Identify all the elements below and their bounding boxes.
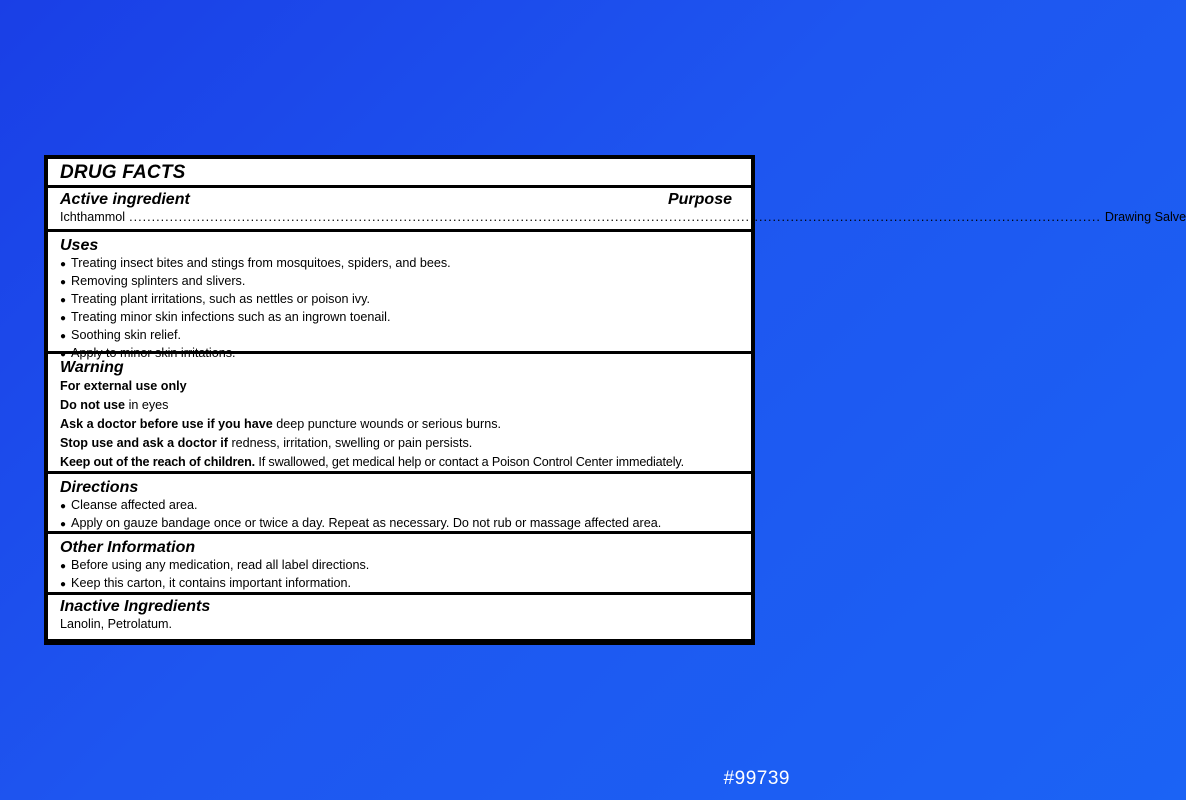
ingredient-purpose: Drawing Salve <box>1104 210 1186 224</box>
warning-text: redness, irritation, swelling or pain persists. <box>227 436 473 450</box>
warning-line <box>60 453 743 472</box>
warning-bold: Do not use <box>60 398 126 412</box>
warning-line <box>60 377 743 396</box>
warning-bold: Ask a doctor before use if you have <box>60 417 273 431</box>
list-item: ● Apply on gauze bandage once or twice a day. Repeat as necessary. Do not rub or massage affected area. <box>60 515 743 533</box>
active-ingredient-row <box>60 209 1186 225</box>
active-header-row <box>60 190 743 209</box>
uses-heading: Uses <box>60 237 99 254</box>
directions-heading: Directions <box>60 479 139 496</box>
active-section <box>48 159 1186 229</box>
inactive-section <box>48 595 751 639</box>
uses-section <box>48 232 751 360</box>
drug-facts-title: DRUG FACTS <box>60 162 186 183</box>
drug-facts-panel <box>44 155 1186 645</box>
inactive-heading: Inactive Ingredients <box>60 598 211 615</box>
list-item: ● Keep this carton, it contains important information. <box>60 575 743 593</box>
warning-bold: Keep out of the reach of children. <box>60 455 256 469</box>
list-item: ● Cleanse affected area. <box>60 497 743 515</box>
warning-bold: For external use only <box>60 379 187 393</box>
inactive-text: Lanolin, Petrolatum. <box>60 617 173 631</box>
warning-text: If swallowed, get medical help or contact a Poison Control Center immediately. <box>255 455 684 469</box>
warning-text: deep puncture wounds or serious burns. <box>272 417 501 431</box>
warning-heading: Warning <box>60 359 124 376</box>
list-item: ● Treating plant irritations, such as nettles or poison ivy. <box>60 291 743 309</box>
other-info-heading: Other Information <box>60 539 196 556</box>
warning-section <box>48 354 751 471</box>
list-item: ● Apply to minor skin irritations. <box>60 345 743 363</box>
active-ingredient-label: Active ingredient <box>60 191 190 208</box>
warning-line <box>60 415 743 434</box>
ingredient-name: Ichthammol <box>60 210 126 224</box>
product-number: #99739 <box>723 768 790 789</box>
directions-section <box>48 474 751 531</box>
warning-text: in eyes <box>125 398 169 412</box>
warning-line <box>60 434 743 453</box>
title-divider <box>48 185 751 188</box>
list-item: ● Before using any medication, read all label directions. <box>60 557 743 575</box>
list-item: ● Removing splinters and slivers. <box>60 273 743 291</box>
list-item: ● Treating insect bites and stings from mosquitoes, spiders, and bees. <box>60 255 743 273</box>
warning-bold: Stop use and ask a doctor if <box>60 436 228 450</box>
warning-line <box>60 396 743 415</box>
purpose-label: Purpose <box>667 191 732 208</box>
other-info-section <box>48 534 751 592</box>
list-item: ● Soothing skin relief. <box>60 327 743 345</box>
leader-dots <box>129 210 1101 224</box>
list-item: ● Treating minor skin infections such as an ingrown toenail. <box>60 309 743 327</box>
